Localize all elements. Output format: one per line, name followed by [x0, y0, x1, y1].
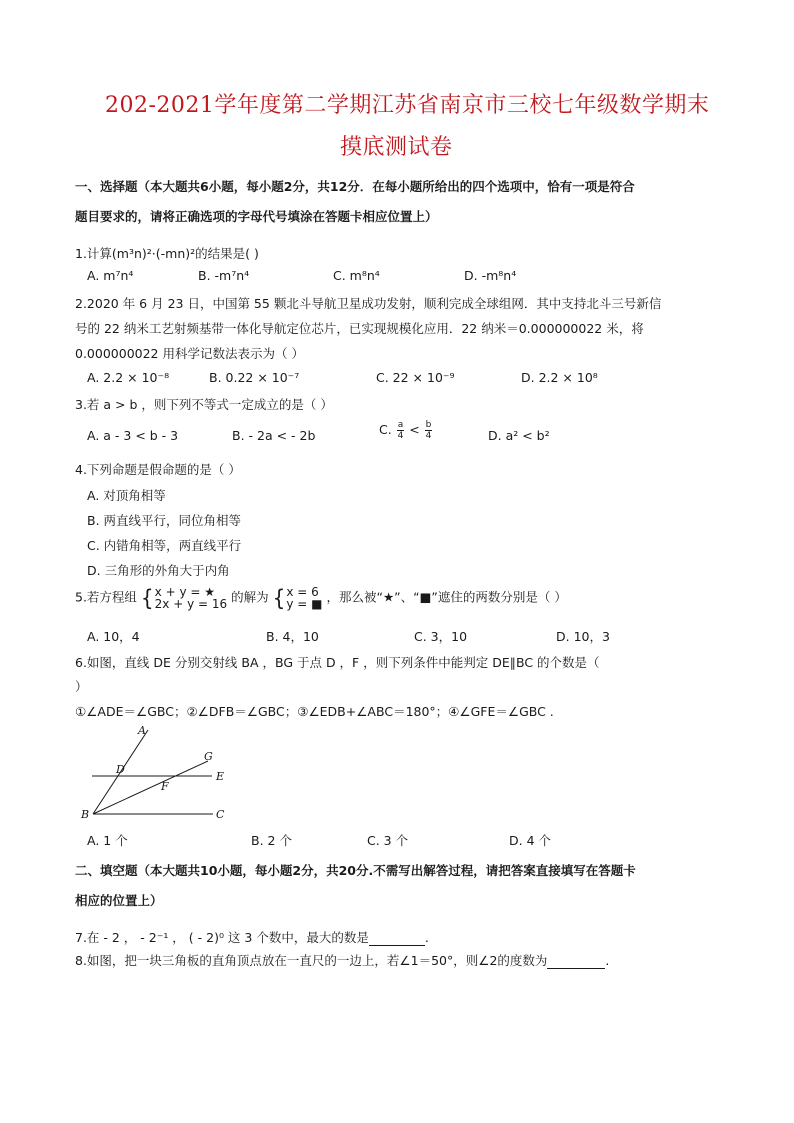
page-title-line1: 202-2021学年度第二学期江苏省南京市三校七年级数学期末: [105, 93, 710, 118]
q2-option-d: D. 2.2 × 10⁸: [521, 370, 598, 385]
q5-solution-system: [273, 586, 323, 610]
q4-option-a: A. 对顶角相等: [87, 488, 166, 503]
brace-icon: {: [272, 584, 286, 612]
q4-stem: 4.下列命题是假命题的是（ ）: [75, 462, 241, 477]
q5-stem-suffix: ，那么被“★”、“■”遮住的两数分别是（ ）: [326, 589, 567, 605]
q5-solution-1: x = 6: [286, 585, 319, 599]
q6-label-f: F: [161, 780, 169, 793]
brace-icon: {: [140, 584, 154, 612]
q4-option-b: B. 两直线平行，同位角相等: [87, 513, 242, 528]
q5-solution-2: y = ■: [286, 597, 323, 611]
q3-fraction-left-num: a: [397, 420, 404, 430]
q6-option-d: D. 4 个: [509, 833, 551, 848]
q5-option-a: A. 10，4: [87, 629, 140, 644]
q6-option-a: A. 1 个: [87, 833, 128, 848]
q8-answer-blank[interactable]: [547, 954, 605, 969]
q3-option-c-op: <: [409, 422, 420, 437]
q3-option-c: [379, 420, 433, 441]
q6-geometry-figure: [80, 722, 240, 827]
q3-option-c-prefix: C.: [379, 422, 392, 437]
q5-equation-2: 2x + y = 16: [154, 597, 228, 611]
q5-option-b: B. 4，10: [266, 629, 319, 644]
q6-label-b: B: [81, 808, 90, 821]
q6-label-g: G: [204, 750, 213, 763]
q3-option-d: D. a² < b²: [488, 428, 550, 443]
q7-answer-blank[interactable]: [369, 931, 425, 946]
q2-option-c: C. 22 × 10⁻⁹: [376, 370, 455, 385]
q3-fraction-left-den: 4: [397, 431, 404, 441]
q3-fraction-right-num: b: [425, 420, 432, 430]
q5-stem: [75, 586, 567, 610]
q6-option-b: B. 2 个: [251, 833, 292, 848]
q1-option-a: A. m⁷n⁴: [87, 268, 134, 283]
q7-stem: [75, 928, 429, 946]
q3-fraction-left: [397, 420, 405, 441]
q5-stem-mid: 的解为: [231, 589, 269, 605]
q6-option-c: C. 3 个: [367, 833, 409, 848]
q8-stem-end: .: [605, 953, 610, 968]
q6-stem-line2: ）: [75, 679, 88, 694]
q2-option-b: B. 0.22 × 10⁻⁷: [209, 370, 300, 385]
page-title-line2: 摸底测试卷: [340, 135, 453, 160]
q5-option-c: C. 3，10: [414, 629, 468, 644]
q4-option-c: C. 内错角相等，两直线平行: [87, 538, 242, 553]
q6-stem-line1: 6.如图，直线 DE 分别交射线 BA ，BG 于点 D ，F ，则下列条件中能判定 DE∥BC 的个数是（: [75, 655, 600, 670]
q3-fraction-right-den: 4: [425, 431, 432, 441]
q7-stem-end: .: [424, 930, 429, 945]
q2-stem-line3: 0.000000022 用科学记数法表示为（ ）: [75, 346, 304, 361]
section2-header-line1: 二、填空题（本大题共10小题，每小题2分，共20分.不需写出解答过程，请把答案直接填写在答题卡: [75, 863, 636, 878]
q6-label-d: D: [116, 763, 125, 776]
section2-header-line2: 相应的位置上）: [75, 893, 163, 908]
q1-stem: 1.计算(m³n)²·(-mn)²的结果是( ): [75, 246, 259, 261]
q4-option-d: D. 三角形的外角大于内角: [87, 563, 230, 578]
q3-option-b: B. - 2a < - 2b: [232, 428, 316, 443]
section1-header-line1: 一、选择题（本大题共6小题，每小题2分，共12分．在每小题所给出的四个选项中，恰有一项是符合: [75, 179, 635, 194]
q8-stem-text: 8.如图，把一块三角板的直角顶点放在一直尺的一边上，若∠1＝50°，则∠2的度数为: [75, 953, 548, 968]
q7-stem-text: 7.在 - 2 ， - 2⁻¹ ， ( - 2)⁰ 这 3 个数中，最大的数是: [75, 930, 369, 945]
q3-stem: 3.若 a > b ，则下列不等式一定成立的是（ ）: [75, 397, 333, 412]
q8-stem: [75, 951, 609, 969]
q2-option-a: A. 2.2 × 10⁻⁸: [87, 370, 170, 385]
q2-stem-line2: 号的 22 纳米工艺射频基带一体化导航定位芯片，已实现规模化应用．22 纳米＝0.000000022 米，将: [75, 321, 644, 336]
q5-equation-system: [141, 586, 227, 610]
q6-label-e: E: [216, 770, 225, 783]
q6-label-a: A: [138, 724, 146, 737]
q5-stem-prefix: 5.若方程组: [75, 589, 137, 605]
q3-option-a: A. a - 3 < b - 3: [87, 428, 179, 443]
q5-equation-1: x + y = ★: [154, 585, 215, 599]
q1-option-b: B. -m⁷n⁴: [198, 268, 250, 283]
q6-label-c: C: [216, 808, 225, 821]
q1-option-c: C. m⁸n⁴: [333, 268, 380, 283]
section1-header-line2: 题目要求的，请将正确选项的字母代号填涂在答题卡相应位置上）: [75, 209, 438, 224]
q3-fraction-right: [425, 420, 433, 441]
q6-conditions: ①∠ADE＝∠GBC；②∠DFB＝∠GBC；③∠EDB+∠ABC＝180°；④∠GFE＝∠GBC .: [75, 704, 554, 719]
q5-option-d: D. 10，3: [556, 629, 610, 644]
q1-option-d: D. -m⁸n⁴: [464, 268, 517, 283]
q2-stem-line1: 2.2020 年 6 月 23 日，中国第 55 颗北斗导航卫星成功发射，顺利完成全球组网．其中支持北斗三号新信: [75, 296, 662, 311]
